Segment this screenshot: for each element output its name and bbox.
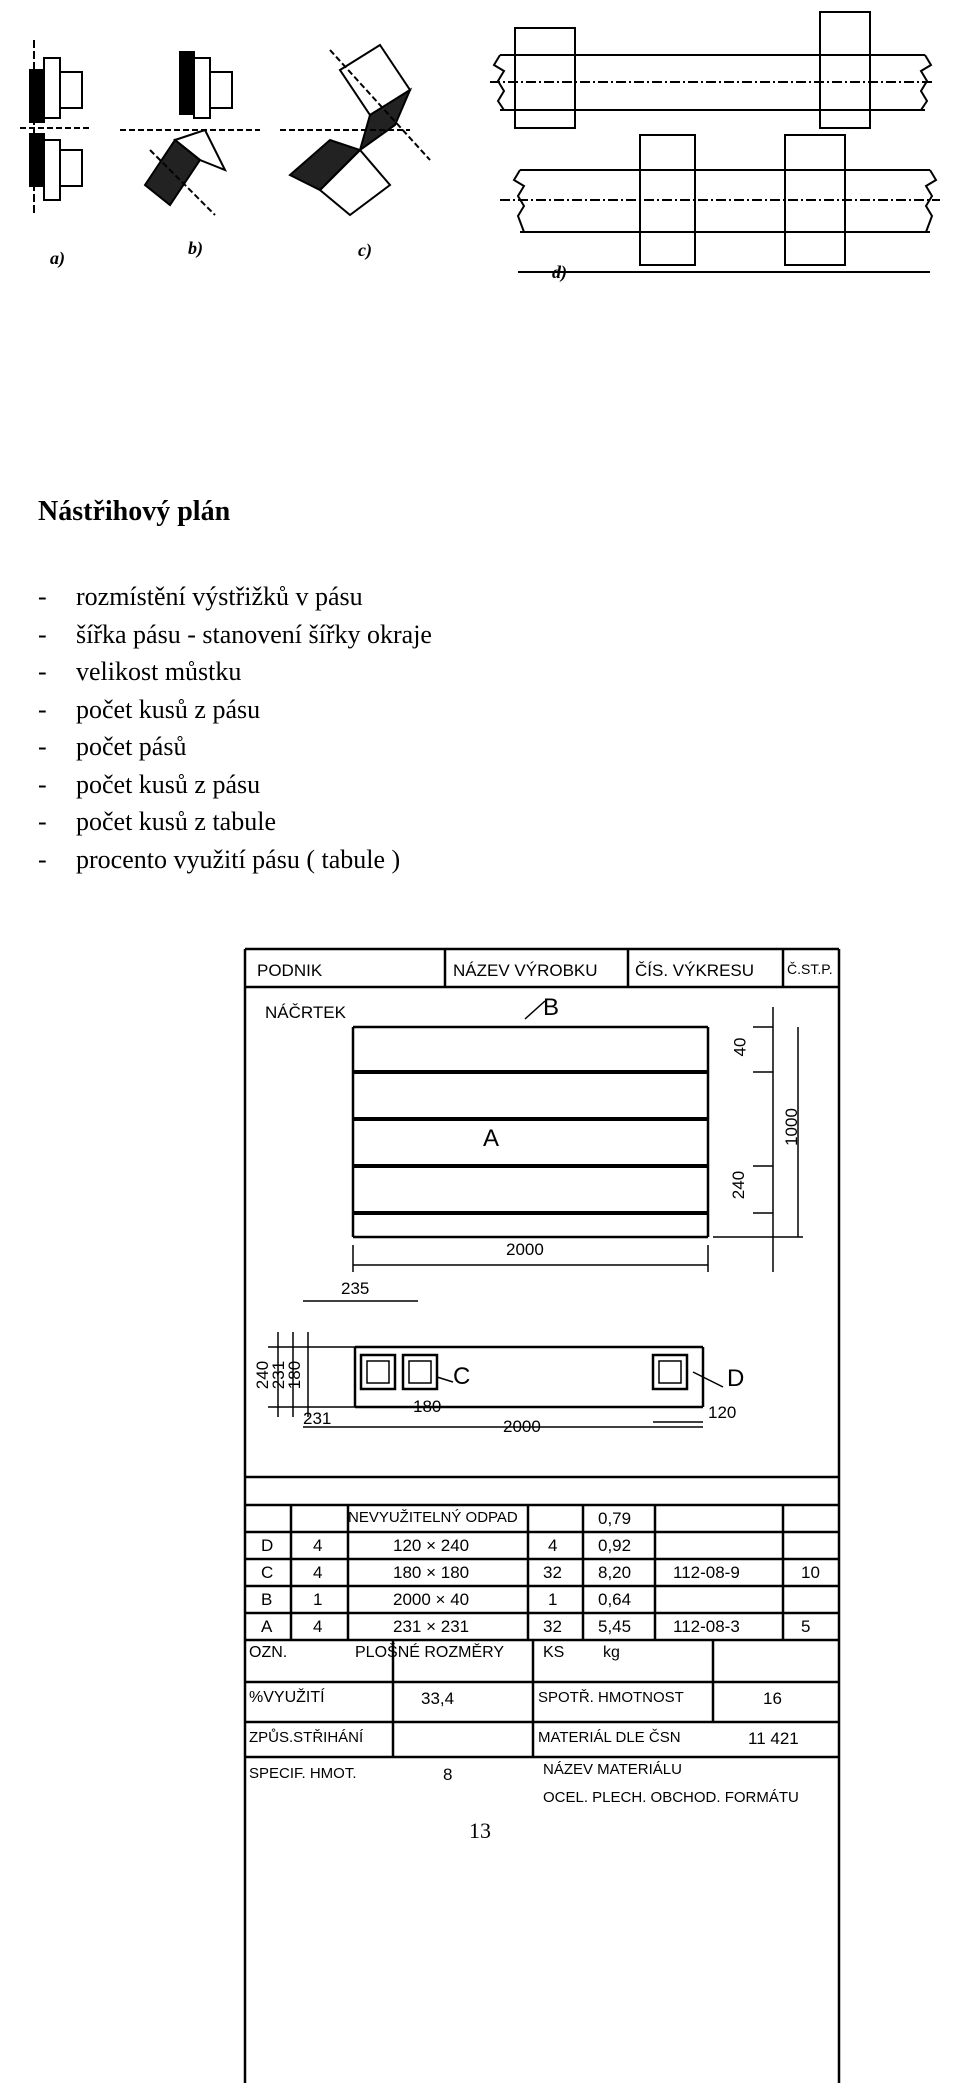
row-d-n: 4 [313,1536,323,1555]
list-item: - počet pásů [38,728,432,766]
spotr-label: SPOTŘ. HMOTNOST [538,1689,684,1706]
cutting-plan-form [243,947,841,2085]
material-value: 11 421 [748,1729,799,1748]
dim-top-strip: 40 [730,1037,750,1057]
label-c: C [453,1363,471,1390]
dim-231-h: 231 [303,1409,332,1428]
caption-a: a) [50,248,65,268]
waste-label: NEVYUŽITELNÝ ODPAD [348,1509,518,1526]
vyuziti-label: %VYUŽITÍ [249,1689,325,1706]
nazev-mat-value: OCEL. PLECH. OBCHOD. FORMÁTU [543,1789,799,1806]
list-item: - procento využití pásu ( tabule ) [38,841,432,879]
dim-sheet-width: 2000 [506,1240,544,1259]
shear-blade-figure [0,0,960,300]
row-c-n: 4 [313,1563,323,1582]
specif-value: 8 [443,1765,453,1784]
caption-d: d) [552,262,567,282]
label-a: A [483,1125,500,1152]
list-item: - počet kusů z pásu [38,691,432,729]
row-b-ks: 1 [548,1590,558,1609]
row-d-kg: 0,92 [598,1536,632,1555]
drawing-b [120,52,260,215]
specif-label: SPECIF. HMOT. [249,1765,357,1782]
row-a-extra: 5 [801,1617,811,1636]
row-d-ks: 4 [548,1536,558,1555]
row-a-code: 112-08-3 [673,1617,740,1636]
dim-120: 120 [708,1403,737,1422]
dim-strip: 240 [729,1170,749,1200]
row-d-ozn: D [261,1536,274,1555]
row-a-dim: 231 × 231 [393,1617,470,1636]
nazev-mat-label: NÁZEV MATERIÁLU [543,1761,682,1778]
row-d-dim: 120 × 240 [393,1536,470,1555]
caption-b: b) [188,238,203,258]
row-a-ozn: A [261,1617,273,1636]
header-nazev-vyrobku: NÁZEV VÝROBKU [453,961,598,980]
dim-strip-length: 2000 [503,1417,541,1436]
row-b-dim: 2000 × 40 [393,1590,470,1609]
zpus-label: ZPŮS.STŘIHÁNÍ [249,1729,364,1746]
caption-c: c) [358,240,372,260]
dim-pitch: 235 [341,1279,370,1298]
header-ozn: OZN. [249,1644,288,1661]
form-grid [243,947,841,2085]
row-a-kg: 5,45 [598,1617,632,1636]
list-item: - počet kusů z pásu [38,766,432,804]
row-b-kg: 0,64 [598,1590,632,1609]
bullet-list [38,578,432,878]
row-b-ozn: B [261,1590,273,1609]
dim-231-v: 231 [269,1360,289,1390]
row-b-n: 1 [313,1590,323,1609]
drawing-a [20,40,90,215]
page-number: 13 [469,1818,491,1843]
dim-240: 240 [253,1360,273,1390]
header-ks: KS [543,1644,565,1661]
row-c-ks: 32 [543,1563,562,1582]
list-item: - šířka pásu - stanovení šířky okraje [38,616,432,654]
dim-180-v: 180 [285,1360,305,1390]
label-b: B [543,994,560,1021]
vyuziti-value: 33,4 [421,1689,455,1708]
row-c-dim: 180 × 180 [393,1563,470,1582]
header-kg: kg [603,1644,620,1661]
dim-sheet-height: 1000 [781,1108,801,1146]
material-label: MATERIÁL DLE ČSN [538,1729,681,1746]
sketch-label: NÁČRTEK [265,1003,346,1022]
header-cis-vykresu: ČÍS. VÝKRESU [635,961,755,980]
row-c-kg: 8,20 [598,1563,632,1582]
header-dim: PLOŠNÉ ROZMĚRY [355,1644,505,1661]
row-a-n: 4 [313,1617,323,1636]
section-heading: Nástřihový plán [38,496,231,527]
row-c-code: 112-08-9 [673,1563,740,1582]
drawing-d [490,12,940,272]
row-c-extra: 10 [801,1563,820,1582]
row-a-ks: 32 [543,1617,562,1636]
row-c-ozn: C [261,1563,274,1582]
waste-kg: 0,79 [598,1509,632,1528]
list-item: - rozmístění výstřižků v pásu [38,578,432,616]
spotr-value: 16 [763,1689,782,1708]
list-item: - počet kusů z tabule [38,803,432,841]
header-podnik: PODNIK [257,961,323,980]
drawing-c [280,45,430,215]
label-d: D [727,1365,745,1392]
header-cstp: Č.ST.P. [787,961,833,977]
list-item: - velikost můstku [38,653,432,691]
dim-180-h: 180 [413,1397,442,1416]
